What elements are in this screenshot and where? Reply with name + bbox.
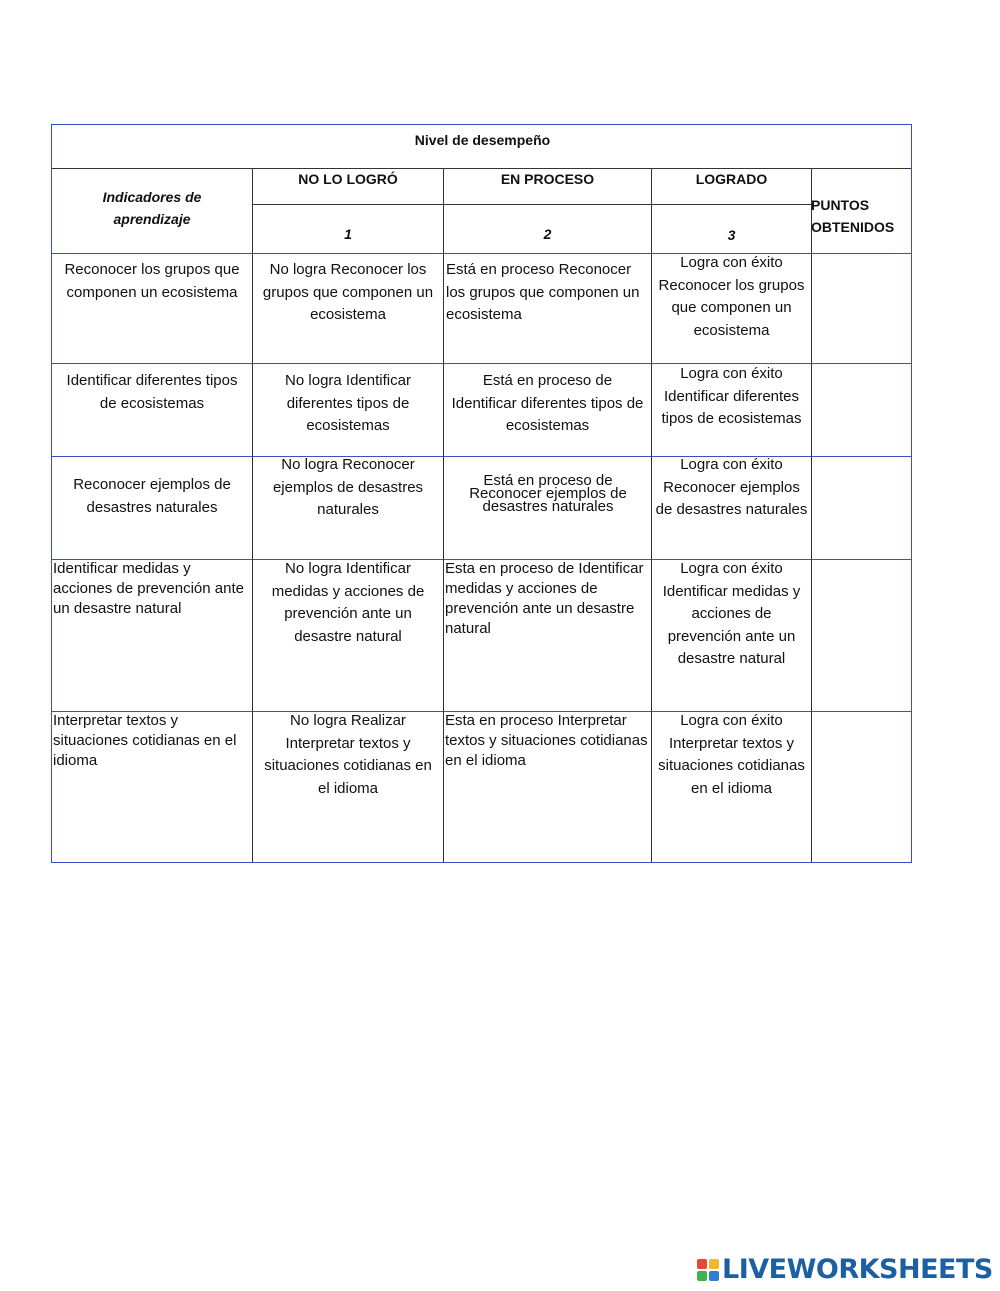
en-proceso-cell: Está en proceso Reconocer los grupos que componen un ecosistema [446,261,640,323]
level-score-3: 3 [727,227,736,243]
en-proceso-cell: Esta en proceso Interpretar textos y situaciones cotidianas en el idioma [445,712,648,769]
level-header-en-proceso: EN PROCESO [500,171,595,187]
points-input-row-1[interactable] [812,254,913,363]
no-logro-cell: No logra Identificar diferentes tipos de ecosistemas [285,372,411,434]
en-proceso-cell: Está en proceso de Identificar diferentes tipos de ecosistemas [451,372,644,434]
logrado-cell: Logra con éxito Identificar diferentes tipos de ecosistemas [661,365,802,427]
logrado-cell: Logra con éxito Identificar medidas y acciones de prevención ante un desastre natural [662,560,801,667]
points-input-row-3[interactable] [812,457,913,559]
grid-line [252,168,253,862]
en-proceso-cell: Está en proceso de Reconocer ejemplos de desastres naturales [469,472,627,515]
indicators-header: Indicadores de aprendizaje [102,189,202,227]
grid-line [651,168,652,862]
grid-line [253,204,812,205]
indicator-cell: Identificar medidas y acciones de prevención ante un desastre natural [53,560,244,617]
liveworksheets-brand-text: LIVEWORKSHEETS [722,1254,993,1285]
level-score-1: 1 [344,226,352,242]
no-logro-cell: No logra Identificar medidas y acciones de prevención ante un desastre natural [271,560,425,645]
logo-square [709,1259,719,1269]
level-header-logrado: LOGRADO [695,171,768,187]
points-input-row-2[interactable] [812,364,913,456]
level-score-2: 2 [543,226,552,242]
level-header-no-lo-logro: NO LO LOGRÓ [298,171,398,187]
logrado-cell: Logra con éxito Reconocer los grupos que componen un ecosistema [658,254,805,339]
evaluation-rubric-table [51,124,912,863]
no-logro-cell: No logra Reconocer los grupos que componen un ecosistema [262,261,434,323]
points-header: PUNTOS OBTENIDOS [811,197,895,235]
points-input-row-5[interactable] [812,712,913,863]
logo-square [697,1259,707,1269]
indicator-cell: Identificar diferentes tipos de ecosistemas [66,372,238,412]
indicator-cell: Reconocer ejemplos de desastres naturales [73,476,231,516]
no-logro-cell: No logra Realizar Interpretar textos y situaciones cotidianas en el idioma [264,712,432,797]
indicator-cell: Reconocer los grupos que componen un ecosistema [64,261,240,301]
liveworksheets-logo-icon [697,1259,719,1281]
en-proceso-cell: Esta en proceso de Identificar medidas y acciones de prevención ante un desastre natural [445,560,644,637]
logo-square [697,1271,707,1281]
indicator-cell: Interpretar textos y situaciones cotidianas en el idioma [53,712,237,769]
logrado-cell: Logra con éxito Reconocer ejemplos de desastres naturales [655,456,808,518]
no-logro-cell: No logra Reconocer ejemplos de desastres naturales [272,456,424,518]
points-input-row-4[interactable] [812,560,913,711]
logo-square [709,1271,719,1281]
logrado-cell: Logra con éxito Interpretar textos y situaciones cotidianas en el idioma [658,712,805,797]
rubric-title: Nivel de desempeño [414,132,551,148]
liveworksheets-logo [697,1256,993,1284]
